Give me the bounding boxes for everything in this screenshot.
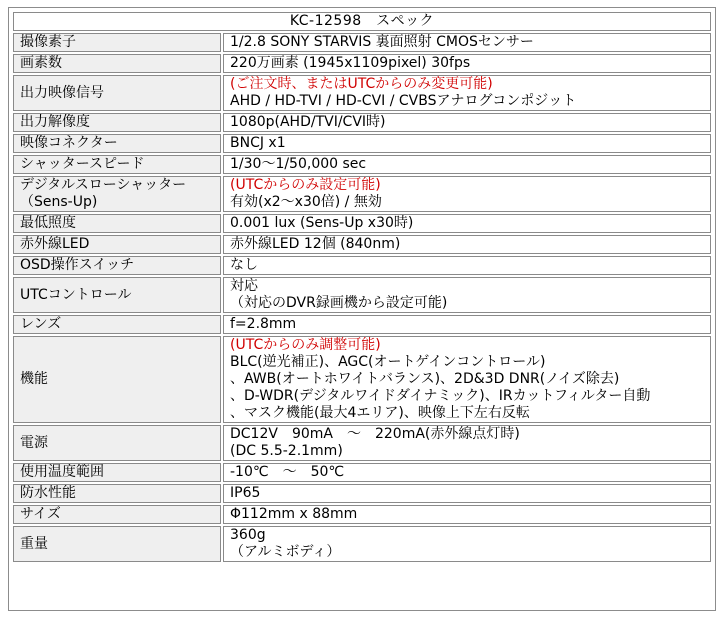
spec-label-line: デジタルスローシャッター	[20, 177, 187, 193]
spec-row	[13, 256, 711, 275]
spec-row	[13, 214, 711, 233]
spec-row	[13, 176, 711, 212]
spec-label-line: 防水性能	[20, 485, 76, 501]
spec-label	[13, 463, 221, 482]
spec-value	[223, 54, 711, 73]
spec-label	[13, 113, 221, 132]
spec-value-line: BLC(逆光補正)、AGC(オートゲインコントロール)	[230, 354, 546, 370]
spec-value-line: 1/30〜1/50,000 sec	[230, 156, 367, 172]
spec-value-line: BNCJ x1	[230, 135, 286, 151]
spec-label-line: サイズ	[20, 506, 61, 522]
spec-value	[223, 526, 711, 562]
spec-row	[13, 484, 711, 503]
spec-value-line: 220万画素 (1945x1109pixel) 30fps	[230, 55, 471, 71]
spec-label	[13, 214, 221, 233]
spec-value-line: 360g	[230, 527, 266, 543]
spec-value	[223, 484, 711, 503]
spec-value	[223, 256, 711, 275]
spec-row	[13, 336, 711, 423]
spec-title: KC-12598 スペック	[13, 12, 711, 31]
spec-row	[13, 463, 711, 482]
spec-value-line: 、AWB(オートホワイトバランス)、2D&3D DNR(ノイズ除去)	[230, 371, 620, 387]
spec-row	[13, 33, 711, 52]
spec-label	[13, 75, 221, 111]
spec-table-body	[13, 12, 711, 562]
spec-value-line: 1080p(AHD/TVI/CVI時)	[230, 114, 386, 130]
spec-label-line: 機能	[20, 371, 48, 387]
spec-row	[13, 134, 711, 153]
spec-value-line: （対応のDVR録画機から設定可能)	[230, 295, 448, 311]
spec-value-line: 、D-WDR(デジタルワイドダイナミック)、IRカットフィルター自動	[230, 388, 651, 404]
spec-value	[223, 425, 711, 461]
spec-row	[13, 235, 711, 254]
spec-label	[13, 256, 221, 275]
spec-value-line: f=2.8mm	[230, 316, 297, 332]
spec-label	[13, 336, 221, 423]
spec-label	[13, 505, 221, 524]
spec-value	[223, 134, 711, 153]
spec-value-line: (DC 5.5-2.1mm)	[230, 443, 343, 459]
spec-row	[13, 155, 711, 174]
spec-value-line: 1/2.8 SONY STARVIS 裏面照射 CMOSセンサー	[230, 34, 534, 50]
spec-label-line: 重量	[20, 535, 48, 552]
spec-label-line: 画素数	[20, 55, 62, 71]
spec-value-line: なし	[230, 257, 258, 273]
spec-row	[13, 425, 711, 461]
spec-value-line: IP65	[230, 485, 261, 501]
spec-label-line: 撮像素子	[20, 34, 76, 50]
spec-value	[223, 155, 711, 174]
spec-note: (UTCからのみ調整可能)	[230, 337, 381, 353]
spec-row	[13, 315, 711, 334]
spec-row	[13, 505, 711, 524]
spec-label-line: 出力解像度	[20, 114, 90, 130]
spec-label	[13, 134, 221, 153]
spec-value-line: 対応	[230, 278, 258, 294]
spec-value-line: 0.001 lux (Sens-Up x30時)	[230, 215, 414, 231]
spec-value	[223, 176, 711, 212]
spec-row	[13, 526, 711, 562]
spec-value	[223, 214, 711, 233]
spec-value	[223, 33, 711, 52]
spec-value	[223, 235, 711, 254]
spec-label	[13, 176, 221, 212]
spec-label-line: 赤外線LED	[20, 236, 90, 252]
spec-row	[13, 113, 711, 132]
spec-label	[13, 484, 221, 503]
spec-label-line: 使用温度範囲	[20, 464, 104, 480]
spec-label	[13, 155, 221, 174]
spec-value-line: AHD / HD-TVI / HD-CVI / CVBSアナログコンポジット	[230, 93, 577, 109]
spec-label	[13, 54, 221, 73]
spec-label-line: 映像コネクター	[20, 135, 118, 151]
spec-value-line: Φ112mm x 88mm	[230, 506, 358, 522]
spec-value-line: 、マスク機能(最大4エリア)、映像上下左右反転	[230, 405, 530, 421]
spec-value	[223, 277, 711, 313]
spec-label	[13, 425, 221, 461]
spec-table-frame	[8, 7, 716, 611]
spec-label-line: （Sens-Up)	[20, 194, 98, 210]
spec-note: (UTCからのみ設定可能)	[230, 177, 381, 193]
spec-label	[13, 315, 221, 334]
spec-label-line: シャッタースピード	[20, 156, 145, 172]
spec-label-line: UTCコントロール	[20, 286, 132, 303]
spec-label-line: OSD操作スイッチ	[20, 257, 135, 273]
spec-label	[13, 526, 221, 562]
spec-label-line: 電源	[20, 434, 48, 451]
spec-row	[13, 277, 711, 313]
spec-label	[13, 277, 221, 313]
spec-value	[223, 315, 711, 334]
spec-value-line: 有効(x2〜x30倍) / 無効	[230, 194, 382, 210]
title-row	[13, 12, 711, 31]
spec-note: (ご注文時、またはUTCからのみ変更可能)	[230, 76, 493, 92]
spec-value	[223, 75, 711, 111]
spec-value	[223, 336, 711, 423]
spec-label-line: 最低照度	[20, 215, 76, 231]
spec-value-line: 赤外線LED 12個 (840nm)	[230, 236, 401, 252]
spec-label-line: レンズ	[20, 316, 62, 332]
spec-value-line: （アルミボディ）	[230, 544, 341, 560]
spec-value	[223, 113, 711, 132]
spec-value-line: DC12V 90mA 〜 220mA(赤外線点灯時)	[230, 426, 520, 442]
spec-label	[13, 235, 221, 254]
spec-row	[13, 54, 711, 73]
spec-row	[13, 75, 711, 111]
spec-value	[223, 463, 711, 482]
spec-table	[11, 10, 713, 564]
spec-value-line: -10℃ 〜 50℃	[230, 464, 345, 480]
spec-value	[223, 505, 711, 524]
spec-label	[13, 33, 221, 52]
spec-label-line: 出力映像信号	[20, 84, 104, 101]
